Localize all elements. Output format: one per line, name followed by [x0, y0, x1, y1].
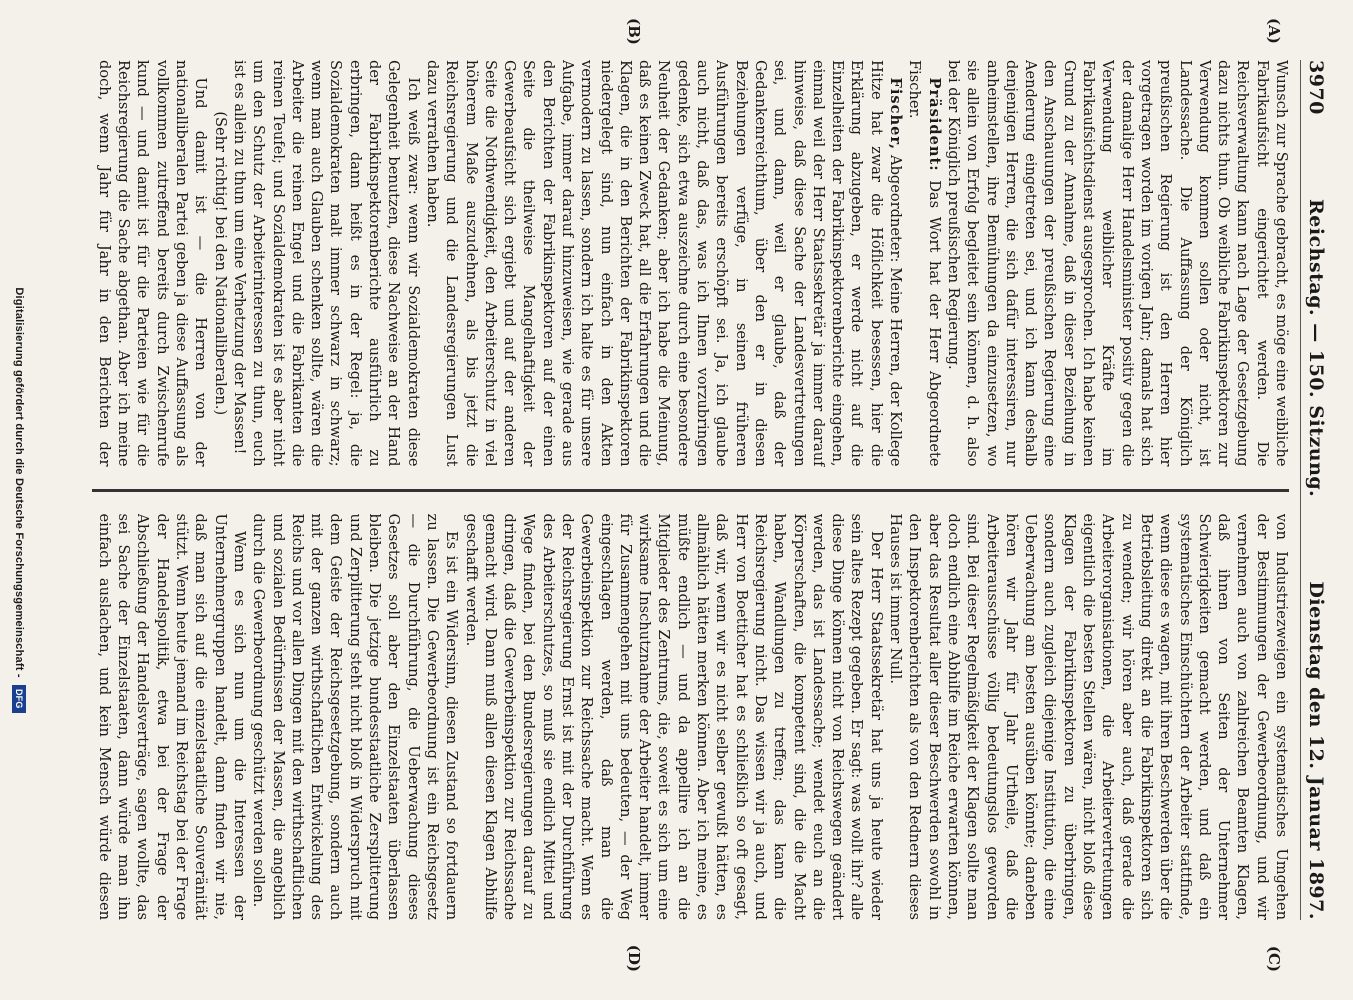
speaker-name: Fischer, [887, 77, 905, 151]
paragraph: Und damit ist — die Herren von der nationalliberalen Partei geben ja diese Auffassung als vollkommen zutreffend bereits durch Zwischenrufe kund — und damit ist für die Parteien wie für die Reichsregierung die Sache abgethan. Aber ich meine doch, wenn Jahr für Jahr in den Berichten der [95, 60, 210, 467]
digitization-text: Digitalisierung gefördert durch die Deutsche Forschungsgemeinschaft - [13, 287, 26, 678]
paragraph: Wenn es sich nun um die Interessen der Unternehmergruppen handelt, dann finden wir nie, daß man sich auf die einzelstaatliche Souveränität stützt. Wenn heute jemand im Reichstag bei der Frage der Handelspolitik, etwa bei der Frage der Abschließung der Handelsverträge, sagen wollte, das sei Sache der Einzelstaaten, dann würde man ihn einfach auslachen, und kein Mensch würde diesen [95, 513, 248, 920]
paragraph: Wunsch zur Sprache gebracht, es möge eine weibliche Fabrikaufsicht eingerichtet werden. Die Reichsverwaltung kann nach Lage der Gesetzgebung dazu nichts thun. Ob weibliche Fabrikinspektoren zur Verwendung kommen sollen oder nicht, ist Landessache. Die Auffassung der Königlich preußischen Regierung ist den Herren hier vorgetragen worden im vorigen Jahr; damals hat sich der damalige Herr Handelsminister positiv gegen die Verwendung weiblicher Kräfte im Fabrikaufsichtsdienst ausgesprochen. Ich habe keinen Grund zu der Annahme, daß in dieser Beziehung in den Anschauungen der preußischen Regierung eine Aenderung eingetreten sei, und ich kann deshalb denjenigen Herren, die sich dafür interessiren, nur anheimstellen, ihre Bemühungen da einzusetzen, wo sie allein von Erfolg begleitet sein können, d. h. also bei der Königlich preußischen Regierung. [944, 60, 1290, 467]
header-date: Dienstag den 12. Januar 1897. [1305, 581, 1327, 920]
paragraph [423, 60, 905, 467]
paragraph-text: Abgeordneter: Meine Herren, der Kollege Hitze hat zwar die Höflichkeit besessen, hier die Erklärung abzugeben, er werde nicht auf die Einzelheiten der Fabrikinspektorenberichte eingehen, einmal weil der Herr Staatssekretär ja immer darauf hinweise, daß diese Sache der Landesvertretungen sei, und dann, weil er glaube, daß der Gedankenreichthum, über den er in diesen Beziehungen verfüge, in seinen früheren Ausführungen bereits erschöpft sei. Ja, ich glaube auch nicht, daß das, was ich Ihnen vorzubringen gedenke, sich etwa auszeichne durch eine besondere Neuheit der Gedanken; aber ich habe die Meinung, daß es keinen Zweck hat, all die Erfahrungen und die Klagen, die in den Berichten der Fabrikinspektoren niedergelegt sind, nun einfach in den Akten vermodern zu lassen, sondern ich halte es für unsere Aufgabe, immer darauf hinzuweisen, wie gerade aus den Berichten der Fabrikinspektoren auf der einen Seite die theilweise Mangelhaftigkeit der Gewerbeaufsicht sich ergiebt und auf der anderen Seite die Nothwendigkeit, den Arbeiterschutz in viel höherem Maße auszudehnen, als bis jetzt die Reichsregierung und die Landesregierungen Lust dazu verrathen haben. [423, 60, 905, 467]
paragraph [905, 60, 944, 467]
paragraph: Es ist ein Widersinn, diesen Zustand so fortdauern zu lassen. Die Gewerbeordnung ist ein Reichsgesetz — die Durchführung, die Ueberwachung dieses Gesetzes soll aber den Einzelstaaten überlassen bleiben. Die jetzige bundesstaatliche Zersplitterung und Zerplitterung steht nicht bloß in Widerspruch mit dem Geiste der Reichsgesetzgebung, sondern auch mit der ganzen wirthschaftlichen Entwickelung des Reichs und vor allen Dingen mit den wirthschaftlichen und sozialen Bedürfnissen der Massen, die angeblich durch die Gewerbeordnung geschützt werden sollen. [250, 513, 461, 920]
left-column [92, 60, 1291, 467]
margin-marker-d: (D) [625, 944, 643, 972]
page-header [1300, 60, 1331, 920]
right-column [92, 514, 1291, 921]
digitization-note [12, 0, 26, 1000]
interjection: (Sehr richtig! bei den Nationalliberalen.) [211, 111, 229, 416]
margin-marker-b: (B) [625, 18, 643, 45]
dfg-logo: DFG [12, 685, 26, 713]
text-columns [92, 60, 1291, 920]
page-number: 3970 [1305, 60, 1327, 115]
paragraph-text: Das Wort hat der Herr Abgeordnete Fischer. [906, 60, 943, 467]
header-title: Reichstag. — 150. Sitzung. [1305, 198, 1327, 498]
paragraph: Der Herr Staatssekretär hat uns ja heute wieder sein altes Rezept gegeben. Er sagt: was wollt ihr? alle diese Dinge können nicht von Reichswegen geändert werden, das ist Landessache; wendet euch an die Körperschaften, die kompetent sind, die die Macht haben, Wandlungen zu treffen; das kann die Reichsregierung nicht. Das wissen wir ja auch, und Herr von Boetticher hat es schließlich so oft gesagt, daß wir, wenn wir es nicht selber gewußt hätten, es allmählich hätten merken können. Aber ich meine, es müßte endlich — und da appellire ich an die Mitglieder des Zentrums, die, soweit es sich um eine wirksame Inschutznahme der Arbeiter handelt, immer für Zusammengehen mit uns bedeuten, — der Weg eingeschlagen werden, daß man die Gewerbeinspektion zur Reichssache macht. Wenn es der Reichsregierung Ernst ist mit der Durchführung des Arbeiterschutzes, so muß sie endlich Mittel und Wege finden, bei den Bundesregierungen darauf zu dringen, daß die Gewerbeinspektion zur Reichssache gemacht wird. Dann muß allen diesen Klagen Abhilfe geschafft werden. [462, 513, 885, 920]
margin-marker-c: (C) [1265, 945, 1283, 972]
paragraph: Ich weiß zwar: wenn wir Sozialdemokraten diese Gelegenheit benutzen, diese Nachweise an der Hand der Fabrikinspektorenberichte ausführlich zu erbringen, dann heißt es in der Regel: ja, die Sozialdemokraten malt immer schwarz in schwarz; wenn man auch Glauben schenken sollte, wären die Arbeiter die reinen Engel und die Fabrikanten die reinen Teufel; und Sozialdemokraten ist es aber nicht um den Schutz der Arbeiterinteressen zu thun, euch ist es allein zu thun um eine Verhetzung der Massen! [230, 60, 422, 467]
column-divider [92, 489, 1289, 492]
speaker-name: Präsident: [925, 77, 943, 172]
margin-marker-a: (A) [1265, 18, 1283, 44]
paragraph: von Industriezweigen ein systematisches Umgehen der Bestimmungen der Gewerbeordnung, und wir vernehmen auch von zahlreichen Beamten Klagen, daß ihnen von Seiten der Unternehmer Schwierigkeiten gemacht werden, und daß ein systematisches Einschüchtern der Arbeiter stattfinde, wenn diese es wagen, mit ihren Beschwerden über die Betriebsleitung direkt an die Fabrikinspektoren sich zu wenden; wir hören aber auch, daß gerade die Arbeiterorganisationen, die Arbeitervertretungen eigentlich die besten Stellen wären, nicht bloß diese Klagen der Fabrikinspektoren zu überbringen, sondern auch zugleich diejenige Institution, die eine Ueberwachung am besten ausüben könnte; daneben hören wir Jahr für Jahr Urtheile, daß die Arbeiterausschüsse völlig bedeutungslos geworden sind. Bei dieser Regelmäßigkeit der Klagen sollte man doch endlich eine Abhilfe im Reiche erwarten können, aber das Resultat aller dieser Beschwerden sowohl in den Inspektorenberichten als von den Rednern dieses Hauses ist immer Null. [887, 513, 1290, 920]
